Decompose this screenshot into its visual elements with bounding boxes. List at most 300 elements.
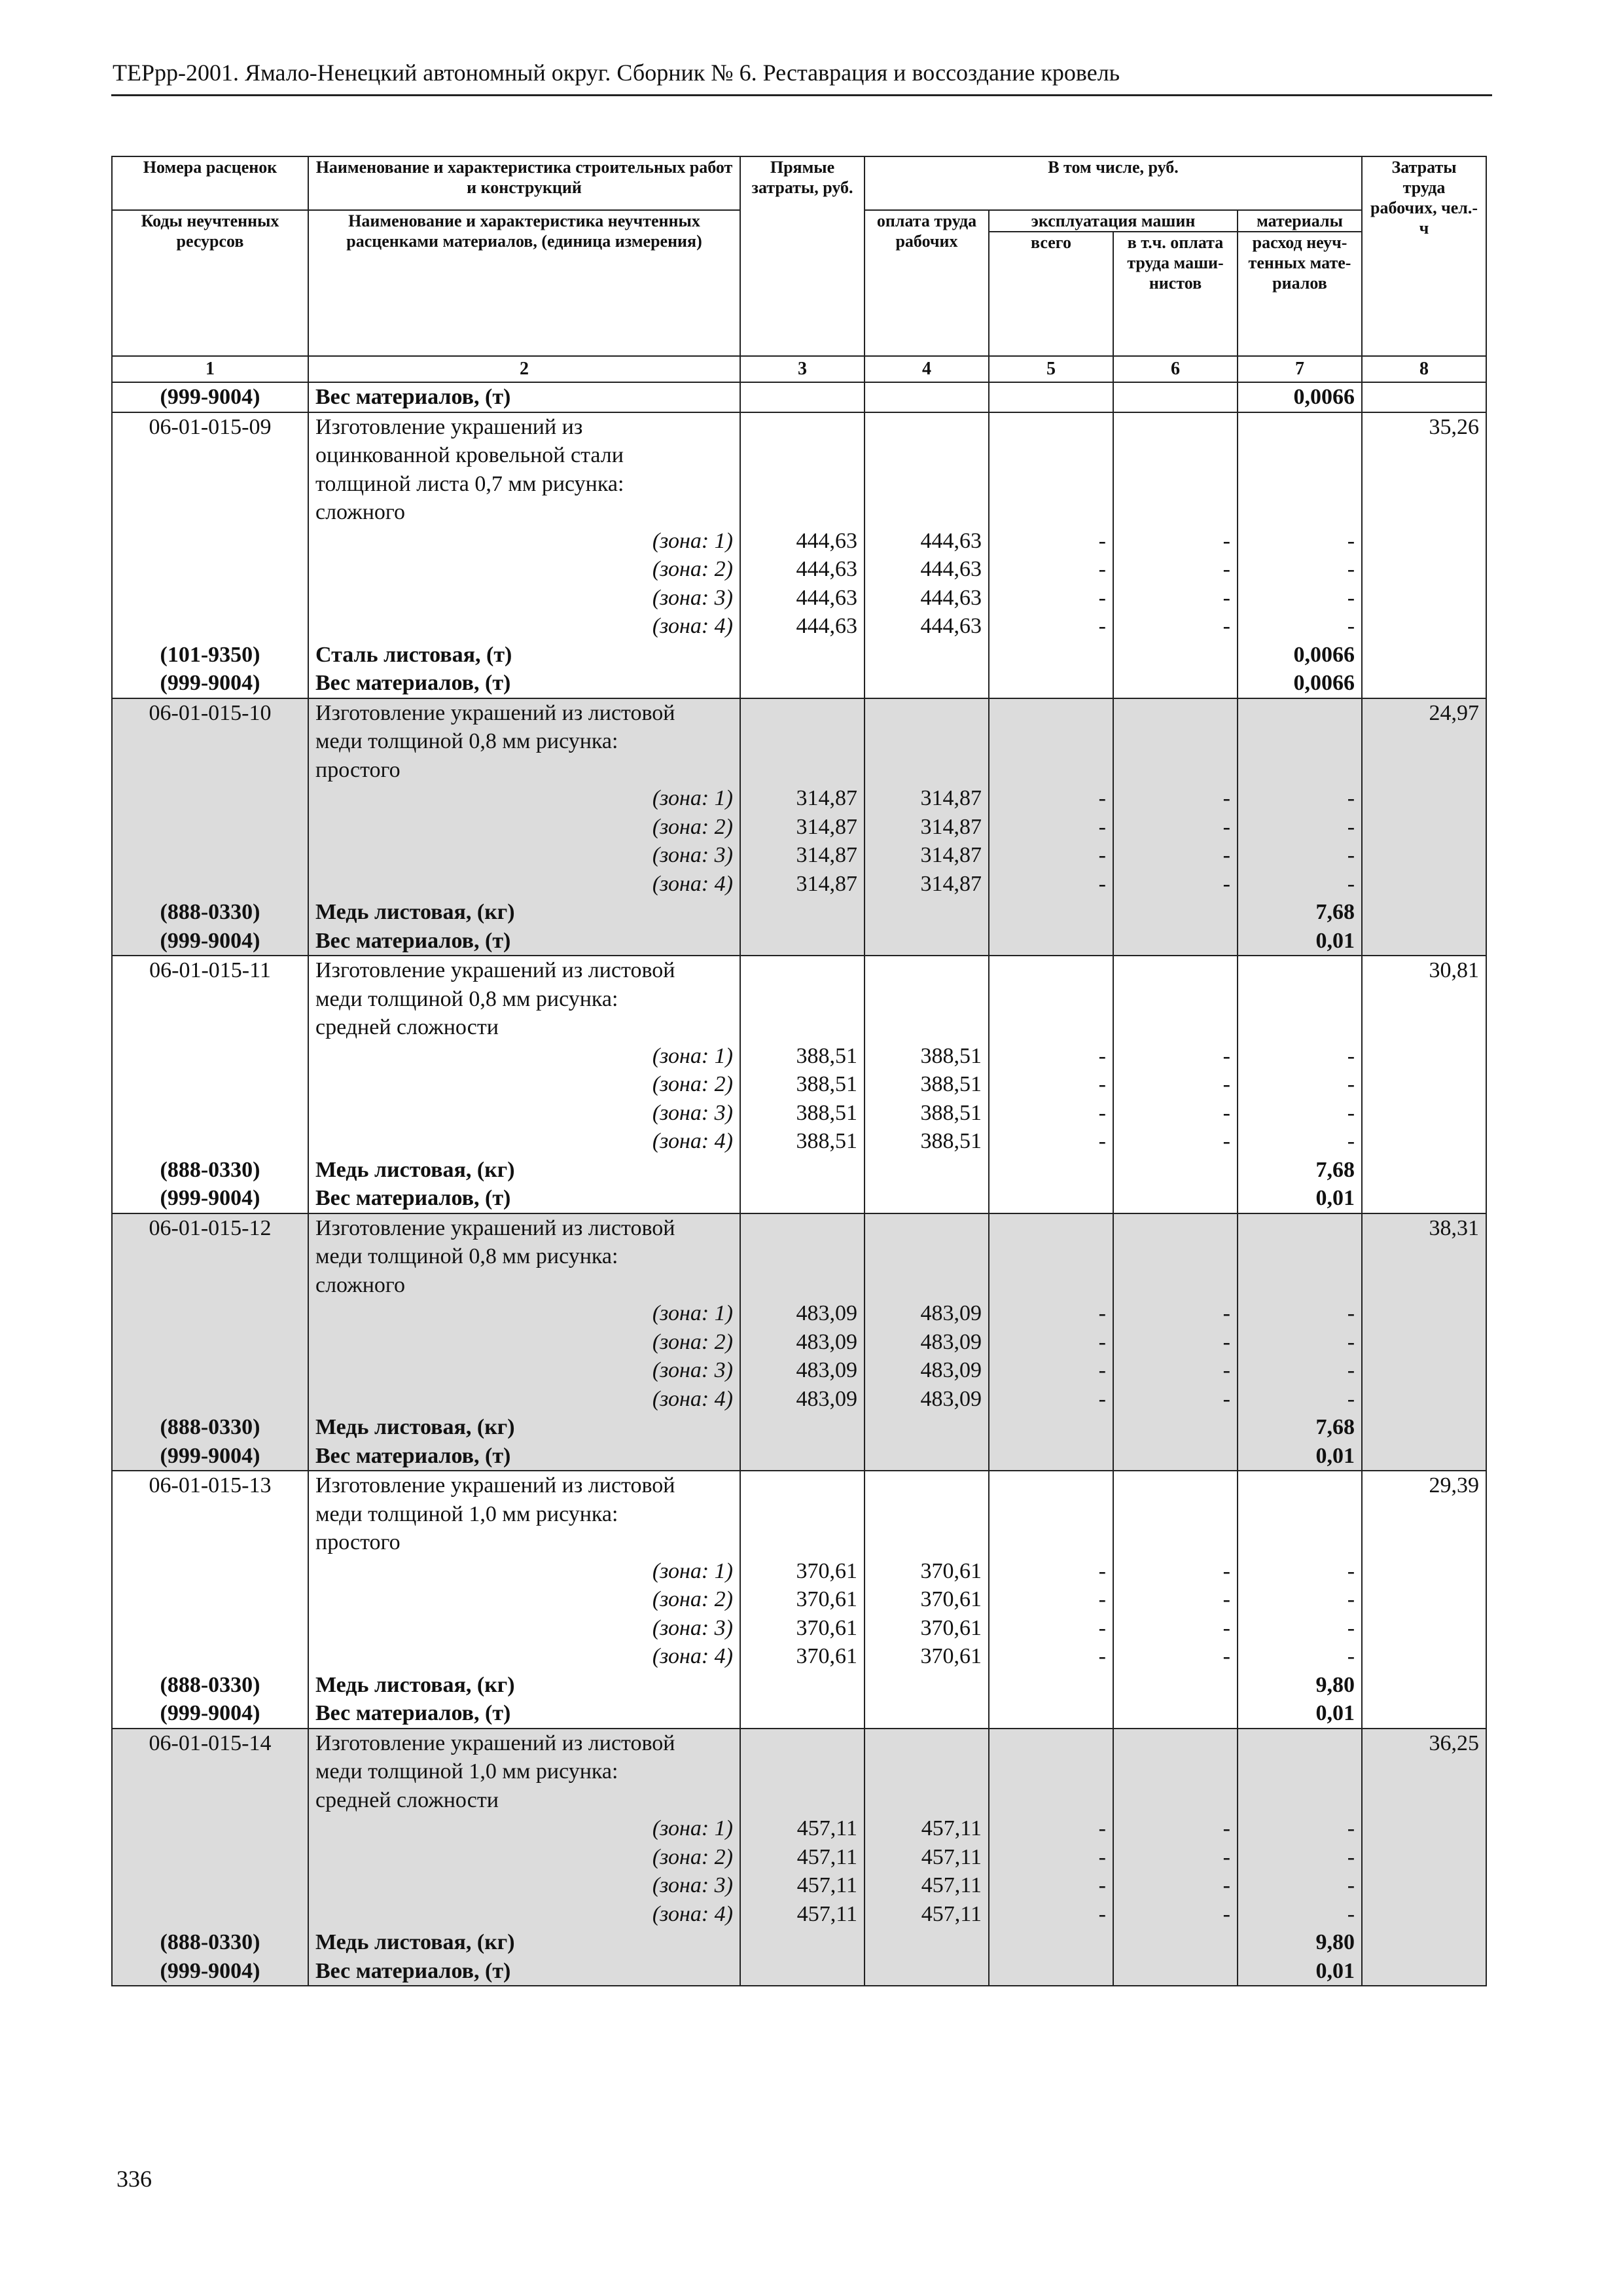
blank-line bbox=[119, 1642, 301, 1671]
blank-line bbox=[872, 1184, 982, 1213]
blank-line bbox=[996, 1013, 1106, 1042]
blank-line bbox=[1120, 1242, 1230, 1271]
zone-value: 457,11 bbox=[921, 1873, 982, 1897]
resource-name: Вес материалов, (т) bbox=[315, 671, 511, 695]
blank-line bbox=[872, 1214, 982, 1243]
blank-line bbox=[1245, 1786, 1355, 1815]
col-number: 8 bbox=[1362, 356, 1486, 382]
resource-name: Сталь листовая, (т) bbox=[315, 642, 512, 667]
blank-line bbox=[1245, 727, 1355, 756]
zone-value: 444,63 bbox=[796, 528, 857, 553]
machine-total-cell bbox=[989, 1471, 1113, 1729]
machinist-pay-cell bbox=[1113, 698, 1238, 956]
zone-label: (зона: 3) bbox=[652, 843, 733, 867]
blank-line bbox=[996, 956, 1106, 985]
labor-pay-cell bbox=[865, 956, 989, 1213]
zone-value: 483,09 bbox=[796, 1329, 857, 1354]
zone-value: 483,09 bbox=[920, 1301, 982, 1325]
blank-line bbox=[1245, 498, 1355, 527]
blank-line bbox=[747, 470, 857, 499]
zone-value: - bbox=[1222, 786, 1230, 810]
blank-line bbox=[872, 441, 982, 470]
resource-name: Вес материалов, (т) bbox=[315, 1701, 511, 1725]
resource-value: 0,0066 bbox=[1293, 642, 1355, 667]
machine-total-cell bbox=[989, 412, 1113, 698]
zone-label: (зона: 1) bbox=[652, 1558, 733, 1583]
zone-value: 370,61 bbox=[796, 1587, 857, 1611]
labor-cost-value: 29,39 bbox=[1429, 1473, 1480, 1498]
resource-value: 0,01 bbox=[1315, 1701, 1355, 1725]
blank-line bbox=[747, 1928, 857, 1957]
blank-line bbox=[747, 1671, 857, 1700]
blank-line bbox=[996, 470, 1106, 499]
zone-value: - bbox=[1098, 1901, 1106, 1926]
rate-title-line: оцинкованной кровельной стали bbox=[315, 443, 624, 467]
zone-value: 388,51 bbox=[920, 1129, 982, 1153]
blank-line bbox=[747, 669, 857, 698]
zone-value: - bbox=[1222, 585, 1230, 610]
zone-value: - bbox=[1347, 557, 1355, 581]
rate-group-row bbox=[112, 1729, 1486, 1986]
rate-title-line: меди толщиной 0,8 мм рисунка: bbox=[315, 986, 618, 1011]
zone-value: - bbox=[1347, 528, 1355, 553]
zone-value: - bbox=[1347, 871, 1355, 896]
resource-code: (999-9004) bbox=[112, 382, 308, 412]
zone-value: - bbox=[1098, 814, 1106, 839]
col-number: 6 bbox=[1113, 356, 1238, 382]
rate-code-cell bbox=[112, 412, 308, 698]
materials-cell bbox=[1238, 1471, 1362, 1729]
blank-line bbox=[119, 1328, 301, 1357]
blank-line bbox=[1120, 985, 1230, 1014]
page-header-title: ТЕРрр-2001. Ямало-Ненецкий автономный округ. Сборник № 6. Реставрация и воссоздание кровель bbox=[113, 60, 1120, 86]
resource-name: Медь листовая, (кг) bbox=[315, 900, 515, 924]
blank-line bbox=[1120, 1729, 1230, 1758]
zone-label: (зона: 4) bbox=[652, 1386, 733, 1411]
zone-value: - bbox=[1098, 614, 1106, 638]
header-machine-op: эксплуатация машин bbox=[989, 210, 1238, 232]
blank-line bbox=[747, 413, 857, 442]
zone-value: 388,51 bbox=[796, 1129, 857, 1153]
zone-value: 388,51 bbox=[796, 1072, 857, 1096]
blank-line bbox=[119, 555, 301, 584]
blank-line bbox=[119, 1614, 301, 1643]
blank-line bbox=[119, 498, 301, 527]
zone-value: 483,09 bbox=[796, 1301, 857, 1325]
blank-line bbox=[996, 1699, 1106, 1728]
machine-total-cell bbox=[989, 1213, 1113, 1471]
header-labor-cost: Затраты труда рабочих, чел.-ч bbox=[1362, 156, 1486, 356]
resource-value: 0,0066 bbox=[1293, 671, 1355, 695]
resource-name: Вес материалов, (т) bbox=[315, 928, 511, 953]
zone-value: - bbox=[1222, 1329, 1230, 1354]
machinist-pay-cell bbox=[1113, 1213, 1238, 1471]
rate-group-row bbox=[112, 956, 1486, 1213]
zone-value: - bbox=[1222, 1587, 1230, 1611]
rate-title-line: меди толщиной 0,8 мм рисунка: bbox=[315, 729, 618, 753]
direct-costs-cell bbox=[740, 412, 865, 698]
rate-code: 06-01-015-14 bbox=[149, 1731, 272, 1755]
blank-line bbox=[747, 1757, 857, 1786]
blank-line bbox=[996, 498, 1106, 527]
zone-value: - bbox=[1222, 1816, 1230, 1840]
blank-line bbox=[119, 1356, 301, 1385]
blank-line bbox=[747, 1729, 857, 1758]
resource-value: 0,01 bbox=[1315, 1958, 1355, 1983]
zone-value: - bbox=[1098, 1644, 1106, 1668]
zone-value: 483,09 bbox=[796, 1358, 857, 1382]
rate-title-line: простого bbox=[315, 1530, 401, 1554]
blank-line bbox=[747, 1184, 857, 1213]
blank-line bbox=[747, 1471, 857, 1500]
blank-line bbox=[872, 669, 982, 698]
blank-line bbox=[1120, 498, 1230, 527]
blank-line bbox=[1245, 1013, 1355, 1042]
rate-code-cell bbox=[112, 956, 308, 1213]
col-number: 5 bbox=[989, 356, 1113, 382]
zone-label: (зона: 1) bbox=[652, 786, 733, 810]
blank-line bbox=[1245, 413, 1355, 442]
zone-value: 388,51 bbox=[920, 1043, 982, 1068]
rate-code-cell bbox=[112, 698, 308, 956]
blank-line bbox=[1245, 956, 1355, 985]
blank-line bbox=[119, 1242, 301, 1271]
blank-line bbox=[996, 1214, 1106, 1243]
zone-value: - bbox=[1347, 1129, 1355, 1153]
resource-value: 9,80 bbox=[1315, 1672, 1355, 1697]
zone-value: 314,87 bbox=[796, 871, 857, 896]
direct-costs-cell bbox=[740, 1729, 865, 1986]
resource-name: Медь листовая, (кг) bbox=[315, 1415, 515, 1439]
zone-value: - bbox=[1347, 1358, 1355, 1382]
blank-line bbox=[872, 1957, 982, 1986]
blank-line bbox=[119, 784, 301, 813]
blank-line bbox=[119, 1871, 301, 1900]
blank-line bbox=[996, 1413, 1106, 1442]
zone-value: - bbox=[1098, 1873, 1106, 1897]
zone-value: - bbox=[1098, 1043, 1106, 1068]
blank-line bbox=[1120, 1013, 1230, 1042]
zone-value: 444,63 bbox=[796, 614, 857, 638]
blank-line bbox=[996, 985, 1106, 1014]
blank-line bbox=[119, 1099, 301, 1128]
labor-pay-cell bbox=[865, 698, 989, 956]
labor-cost-value: 24,97 bbox=[1429, 700, 1480, 725]
resource-code: (888-0330) bbox=[160, 1415, 260, 1439]
blank-line bbox=[747, 1442, 857, 1471]
zone-value: - bbox=[1347, 1615, 1355, 1640]
rate-title-line: простого bbox=[315, 757, 401, 782]
blank-line bbox=[747, 985, 857, 1014]
blank-line bbox=[119, 1127, 301, 1156]
blank-line bbox=[119, 527, 301, 556]
blank-line bbox=[119, 841, 301, 870]
rate-code: 06-01-015-12 bbox=[149, 1215, 272, 1240]
col-number: 1 bbox=[112, 356, 308, 382]
col-number: 2 bbox=[308, 356, 740, 382]
labor-cost-cell bbox=[1362, 1471, 1486, 1729]
empty-cell bbox=[740, 382, 865, 412]
blank-line bbox=[119, 584, 301, 613]
zone-value: 444,63 bbox=[796, 557, 857, 581]
zone-value: - bbox=[1347, 814, 1355, 839]
labor-cost-cell bbox=[1362, 1213, 1486, 1471]
zone-value: 457,11 bbox=[921, 1816, 982, 1840]
blank-line bbox=[872, 1699, 982, 1728]
labor-cost-cell bbox=[1362, 698, 1486, 956]
blank-line bbox=[1245, 1471, 1355, 1500]
zone-value: - bbox=[1222, 1301, 1230, 1325]
zone-value: - bbox=[1347, 1901, 1355, 1926]
blank-line bbox=[1120, 1928, 1230, 1957]
empty-cell bbox=[989, 382, 1113, 412]
zone-value: - bbox=[1098, 528, 1106, 553]
blank-line bbox=[872, 1413, 982, 1442]
zone-value: 457,11 bbox=[796, 1901, 857, 1926]
zone-value: 444,63 bbox=[920, 585, 982, 610]
blank-line bbox=[119, 727, 301, 756]
labor-cost-value: 35,26 bbox=[1429, 414, 1480, 439]
labor-cost-value: 36,25 bbox=[1429, 1731, 1480, 1755]
zone-value: - bbox=[1222, 871, 1230, 896]
zone-value: 370,61 bbox=[796, 1644, 857, 1668]
zone-value: - bbox=[1098, 557, 1106, 581]
blank-line bbox=[119, 813, 301, 842]
blank-line bbox=[1120, 1156, 1230, 1185]
resource-code: (999-9004) bbox=[160, 1958, 260, 1983]
blank-line bbox=[119, 1385, 301, 1414]
materials-cell bbox=[1238, 1729, 1362, 1986]
blank-line bbox=[872, 1271, 982, 1300]
resource-value: 7,68 bbox=[1315, 900, 1355, 924]
labor-pay-cell bbox=[865, 1729, 989, 1986]
zone-value: - bbox=[1222, 814, 1230, 839]
blank-line bbox=[996, 1729, 1106, 1758]
rate-code: 06-01-015-13 bbox=[149, 1473, 272, 1498]
labor-pay-cell bbox=[865, 412, 989, 698]
blank-line bbox=[996, 1271, 1106, 1300]
blank-line bbox=[1120, 1184, 1230, 1213]
machine-total-cell bbox=[989, 698, 1113, 956]
blank-line bbox=[996, 1928, 1106, 1957]
header-total: всего bbox=[989, 232, 1113, 356]
rate-name-cell bbox=[308, 1213, 740, 1471]
blank-line bbox=[747, 756, 857, 785]
col-number: 4 bbox=[865, 356, 989, 382]
blank-line bbox=[747, 898, 857, 927]
zone-value: - bbox=[1222, 1043, 1230, 1068]
blank-line bbox=[872, 1500, 982, 1529]
zone-value: 370,61 bbox=[920, 1587, 982, 1611]
zone-label: (зона: 1) bbox=[652, 1043, 733, 1068]
blank-line bbox=[1120, 898, 1230, 927]
materials-cell bbox=[1238, 1213, 1362, 1471]
blank-line bbox=[996, 1242, 1106, 1271]
zone-label: (зона: 3) bbox=[652, 1615, 733, 1640]
rate-group-row bbox=[112, 698, 1486, 956]
materials-cell bbox=[1238, 412, 1362, 698]
header-direct-costs: Прямые затраты, руб. bbox=[740, 156, 865, 356]
blank-line bbox=[1245, 470, 1355, 499]
rate-title-line: Изготовление украшений из листовой bbox=[315, 1473, 675, 1498]
blank-line bbox=[119, 1070, 301, 1099]
blank-line bbox=[119, 1757, 301, 1786]
zone-value: - bbox=[1098, 1358, 1106, 1382]
zone-value: - bbox=[1098, 1329, 1106, 1354]
rate-code-cell bbox=[112, 1471, 308, 1729]
header-rule bbox=[111, 94, 1492, 96]
zone-label: (зона: 1) bbox=[652, 528, 733, 553]
blank-line bbox=[872, 1757, 982, 1786]
zone-value: - bbox=[1098, 585, 1106, 610]
resource-name: Вес материалов, (т) bbox=[308, 382, 740, 412]
zone-value: - bbox=[1098, 1558, 1106, 1583]
blank-line bbox=[872, 1242, 982, 1271]
blank-line bbox=[996, 1957, 1106, 1986]
materials-cell bbox=[1238, 956, 1362, 1213]
rate-code: 06-01-015-10 bbox=[149, 700, 272, 725]
zone-value: - bbox=[1347, 1644, 1355, 1668]
zone-value: 483,09 bbox=[796, 1386, 857, 1411]
blank-line bbox=[747, 1214, 857, 1243]
blank-line bbox=[1120, 1214, 1230, 1243]
blank-line bbox=[872, 927, 982, 956]
machinist-pay-cell bbox=[1113, 956, 1238, 1213]
blank-line bbox=[1120, 1471, 1230, 1500]
zone-value: 314,87 bbox=[920, 786, 982, 810]
resource-name: Вес материалов, (т) bbox=[315, 1443, 511, 1468]
blank-line bbox=[872, 1729, 982, 1758]
zone-value: 388,51 bbox=[796, 1100, 857, 1125]
blank-line bbox=[872, 898, 982, 927]
rate-title-line: меди толщиной 1,0 мм рисунка: bbox=[315, 1759, 618, 1784]
blank-line bbox=[1120, 699, 1230, 728]
blank-line bbox=[1245, 1729, 1355, 1758]
blank-line bbox=[1120, 1413, 1230, 1442]
resource-code: (888-0330) bbox=[160, 1672, 260, 1697]
blank-line bbox=[996, 1500, 1106, 1529]
zone-value: - bbox=[1222, 1873, 1230, 1897]
zone-value: 314,87 bbox=[796, 814, 857, 839]
blank-line bbox=[1120, 1442, 1230, 1471]
blank-line bbox=[872, 985, 982, 1014]
blank-line bbox=[119, 1042, 301, 1071]
zone-value: - bbox=[1098, 1587, 1106, 1611]
zone-value: 370,61 bbox=[920, 1644, 982, 1668]
blank-line bbox=[119, 1528, 301, 1557]
blank-line bbox=[872, 1442, 982, 1471]
zone-value: 314,87 bbox=[920, 871, 982, 896]
blank-line bbox=[872, 470, 982, 499]
blank-line bbox=[1245, 441, 1355, 470]
resource-value: 0,01 bbox=[1315, 1186, 1355, 1210]
zone-label: (зона: 4) bbox=[652, 1644, 733, 1668]
rate-name-cell bbox=[308, 1729, 740, 1986]
blank-line bbox=[996, 727, 1106, 756]
zone-value: 388,51 bbox=[920, 1100, 982, 1125]
zone-value: - bbox=[1098, 1386, 1106, 1411]
zone-value: - bbox=[1222, 528, 1230, 553]
zone-value: - bbox=[1347, 614, 1355, 638]
zone-value: - bbox=[1222, 1358, 1230, 1382]
blank-line bbox=[1245, 1757, 1355, 1786]
zone-value: 370,61 bbox=[920, 1615, 982, 1640]
blank-line bbox=[1120, 1957, 1230, 1986]
direct-costs-cell bbox=[740, 956, 865, 1213]
zone-value: - bbox=[1347, 1329, 1355, 1354]
zone-label: (зона: 4) bbox=[652, 871, 733, 896]
empty-cell bbox=[1113, 382, 1238, 412]
blank-line bbox=[1245, 1271, 1355, 1300]
rate-title-line: толщиной листа 0,7 мм рисунка: bbox=[315, 471, 624, 496]
blank-line bbox=[1245, 1242, 1355, 1271]
rate-group-row bbox=[112, 1471, 1486, 1729]
labor-pay-cell bbox=[865, 1213, 989, 1471]
table-row-first bbox=[112, 382, 1486, 412]
blank-line bbox=[1120, 641, 1230, 670]
blank-line bbox=[1120, 727, 1230, 756]
zone-value: - bbox=[1222, 1844, 1230, 1869]
machine-total-cell bbox=[989, 1729, 1113, 1986]
labor-cost-cell bbox=[1362, 1729, 1486, 1986]
blank-line bbox=[872, 641, 982, 670]
zone-value: - bbox=[1098, 843, 1106, 867]
zone-label: (зона: 3) bbox=[652, 1358, 733, 1382]
zone-value: 314,87 bbox=[920, 814, 982, 839]
rate-title-line: средней сложности bbox=[315, 1787, 499, 1812]
zone-label: (зона: 1) bbox=[652, 1816, 733, 1840]
rate-name-cell bbox=[308, 1471, 740, 1729]
blank-line bbox=[996, 1757, 1106, 1786]
resource-code: (101-9350) bbox=[160, 642, 260, 667]
zone-label: (зона: 4) bbox=[652, 1901, 733, 1926]
blank-line bbox=[996, 756, 1106, 785]
zone-value: 370,61 bbox=[796, 1615, 857, 1640]
header-unacc-mat: расход неуч-тенных мате-риалов bbox=[1238, 232, 1362, 356]
rates-table bbox=[111, 156, 1487, 1986]
table-header bbox=[112, 156, 1486, 382]
materials-cell bbox=[1238, 698, 1362, 956]
zone-value: - bbox=[1098, 1844, 1106, 1869]
rate-code: 06-01-015-11 bbox=[149, 958, 271, 982]
blank-line bbox=[872, 756, 982, 785]
zone-value: - bbox=[1098, 1100, 1106, 1125]
blank-line bbox=[747, 641, 857, 670]
blank-line bbox=[119, 870, 301, 899]
zone-value: - bbox=[1347, 1558, 1355, 1583]
zone-value: - bbox=[1347, 1100, 1355, 1125]
blank-line bbox=[1120, 1671, 1230, 1700]
blank-line bbox=[872, 1156, 982, 1185]
zone-value: 444,63 bbox=[796, 585, 857, 610]
blank-line bbox=[119, 1299, 301, 1328]
resource-value: 7,68 bbox=[1315, 1415, 1355, 1439]
zone-value: - bbox=[1222, 1901, 1230, 1926]
blank-line bbox=[119, 1585, 301, 1614]
rate-title-line: Изготовление украшений из листовой bbox=[315, 1215, 675, 1240]
zone-value: - bbox=[1347, 1072, 1355, 1096]
zone-value: 444,63 bbox=[920, 557, 982, 581]
resource-value: 0,01 bbox=[1315, 1443, 1355, 1468]
blank-line bbox=[119, 1786, 301, 1815]
blank-line bbox=[1120, 1528, 1230, 1557]
labor-cost-value: 30,81 bbox=[1429, 958, 1480, 982]
zone-value: - bbox=[1222, 614, 1230, 638]
blank-line bbox=[119, 612, 301, 641]
blank-line bbox=[1245, 1528, 1355, 1557]
blank-line bbox=[747, 1957, 857, 1986]
zone-value: 370,61 bbox=[796, 1558, 857, 1583]
